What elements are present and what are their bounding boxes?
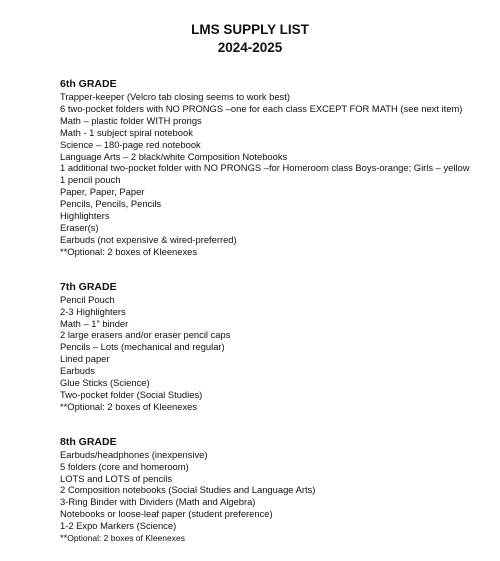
list-item: LOTS and LOTS of pencils	[60, 472, 173, 484]
supply-items-list	[60, 449, 480, 545]
list-item: Earbuds	[60, 365, 95, 377]
list-item: 6 two-pocket folders with NO PRONGS –one for each class EXCEPT FOR MATH (see next item)	[60, 102, 463, 114]
list-item: Trapper-keeper (Velcro tab closing seems to work best)	[60, 91, 290, 102]
list-item: Pencils, Pencils, Pencils	[60, 198, 162, 210]
section-6th-grade	[60, 77, 480, 258]
section-heading: 6th GRADE	[60, 78, 117, 90]
section-8th-grade	[60, 435, 480, 545]
list-item: Earbuds (not expensive & wired-preferred)	[60, 233, 237, 245]
list-item: Science – 180-page red notebook	[60, 138, 201, 150]
optional-marker: **	[60, 532, 68, 544]
supply-items-list	[60, 294, 480, 413]
list-item: Pencil Pouch	[60, 293, 115, 305]
list-item: 3-Ring Binder with Dividers (Math and Algebra)	[60, 496, 256, 508]
section-heading: 8th GRADE	[60, 435, 117, 448]
list-item: Pencils – Lots (mechanical and regular)	[60, 341, 225, 353]
title-line-1: LMS SUPPLY LIST	[191, 22, 309, 37]
list-item: Math - 1 subject spiral notebook	[60, 126, 193, 138]
list-item: Glue Sticks (Science)	[60, 377, 150, 389]
list-item: Math – 1” binder	[60, 317, 129, 329]
title-line-2: 2024-2025	[217, 40, 283, 55]
list-item: Highlighters	[60, 210, 110, 222]
optional-item-text: Optional: 2 boxes of Kleenexes	[67, 533, 185, 544]
list-item: 2 large erasers and/or eraser pencil caps	[60, 329, 231, 341]
list-item: Two-pocket folder (Social Studies)	[60, 388, 203, 400]
list-item: 1 pencil pouch	[60, 174, 121, 186]
section-7th-grade	[60, 280, 480, 413]
list-item: **Optional: 2 boxes of Kleenexes	[60, 245, 198, 257]
list-item: Lined paper	[60, 353, 110, 365]
list-item: 2 Composition notebooks (Social Studies and Language Arts)	[60, 484, 316, 496]
list-item: 1-2 Expo Markers (Science)	[60, 520, 177, 532]
document-title	[20, 21, 480, 57]
list-item	[60, 532, 480, 545]
list-item: 2-3 Highlighters	[60, 305, 126, 317]
list-item: 1 additional two-pocket folder with NO PRONGS –for Homeroom class Boys-orange; Girls – yellow	[60, 162, 470, 174]
list-item: Notebooks or loose-leaf paper (student preference)	[60, 508, 273, 520]
list-item: Eraser(s)	[60, 221, 99, 233]
list-item: **Optional: 2 boxes of Kleenexes	[60, 400, 198, 412]
list-item: Paper, Paper, Paper	[60, 186, 145, 198]
list-item: Earbuds/headphones (inexpensive)	[60, 448, 208, 460]
list-item: Language Arts – 2 black/white Composition Notebooks	[60, 150, 288, 162]
list-item: Math – plastic folder WITH prongs	[60, 114, 202, 126]
supply-items-list	[60, 91, 480, 258]
list-item: 5 folders (core and homeroom)	[60, 460, 189, 472]
section-heading: 7th GRADE	[60, 280, 117, 293]
